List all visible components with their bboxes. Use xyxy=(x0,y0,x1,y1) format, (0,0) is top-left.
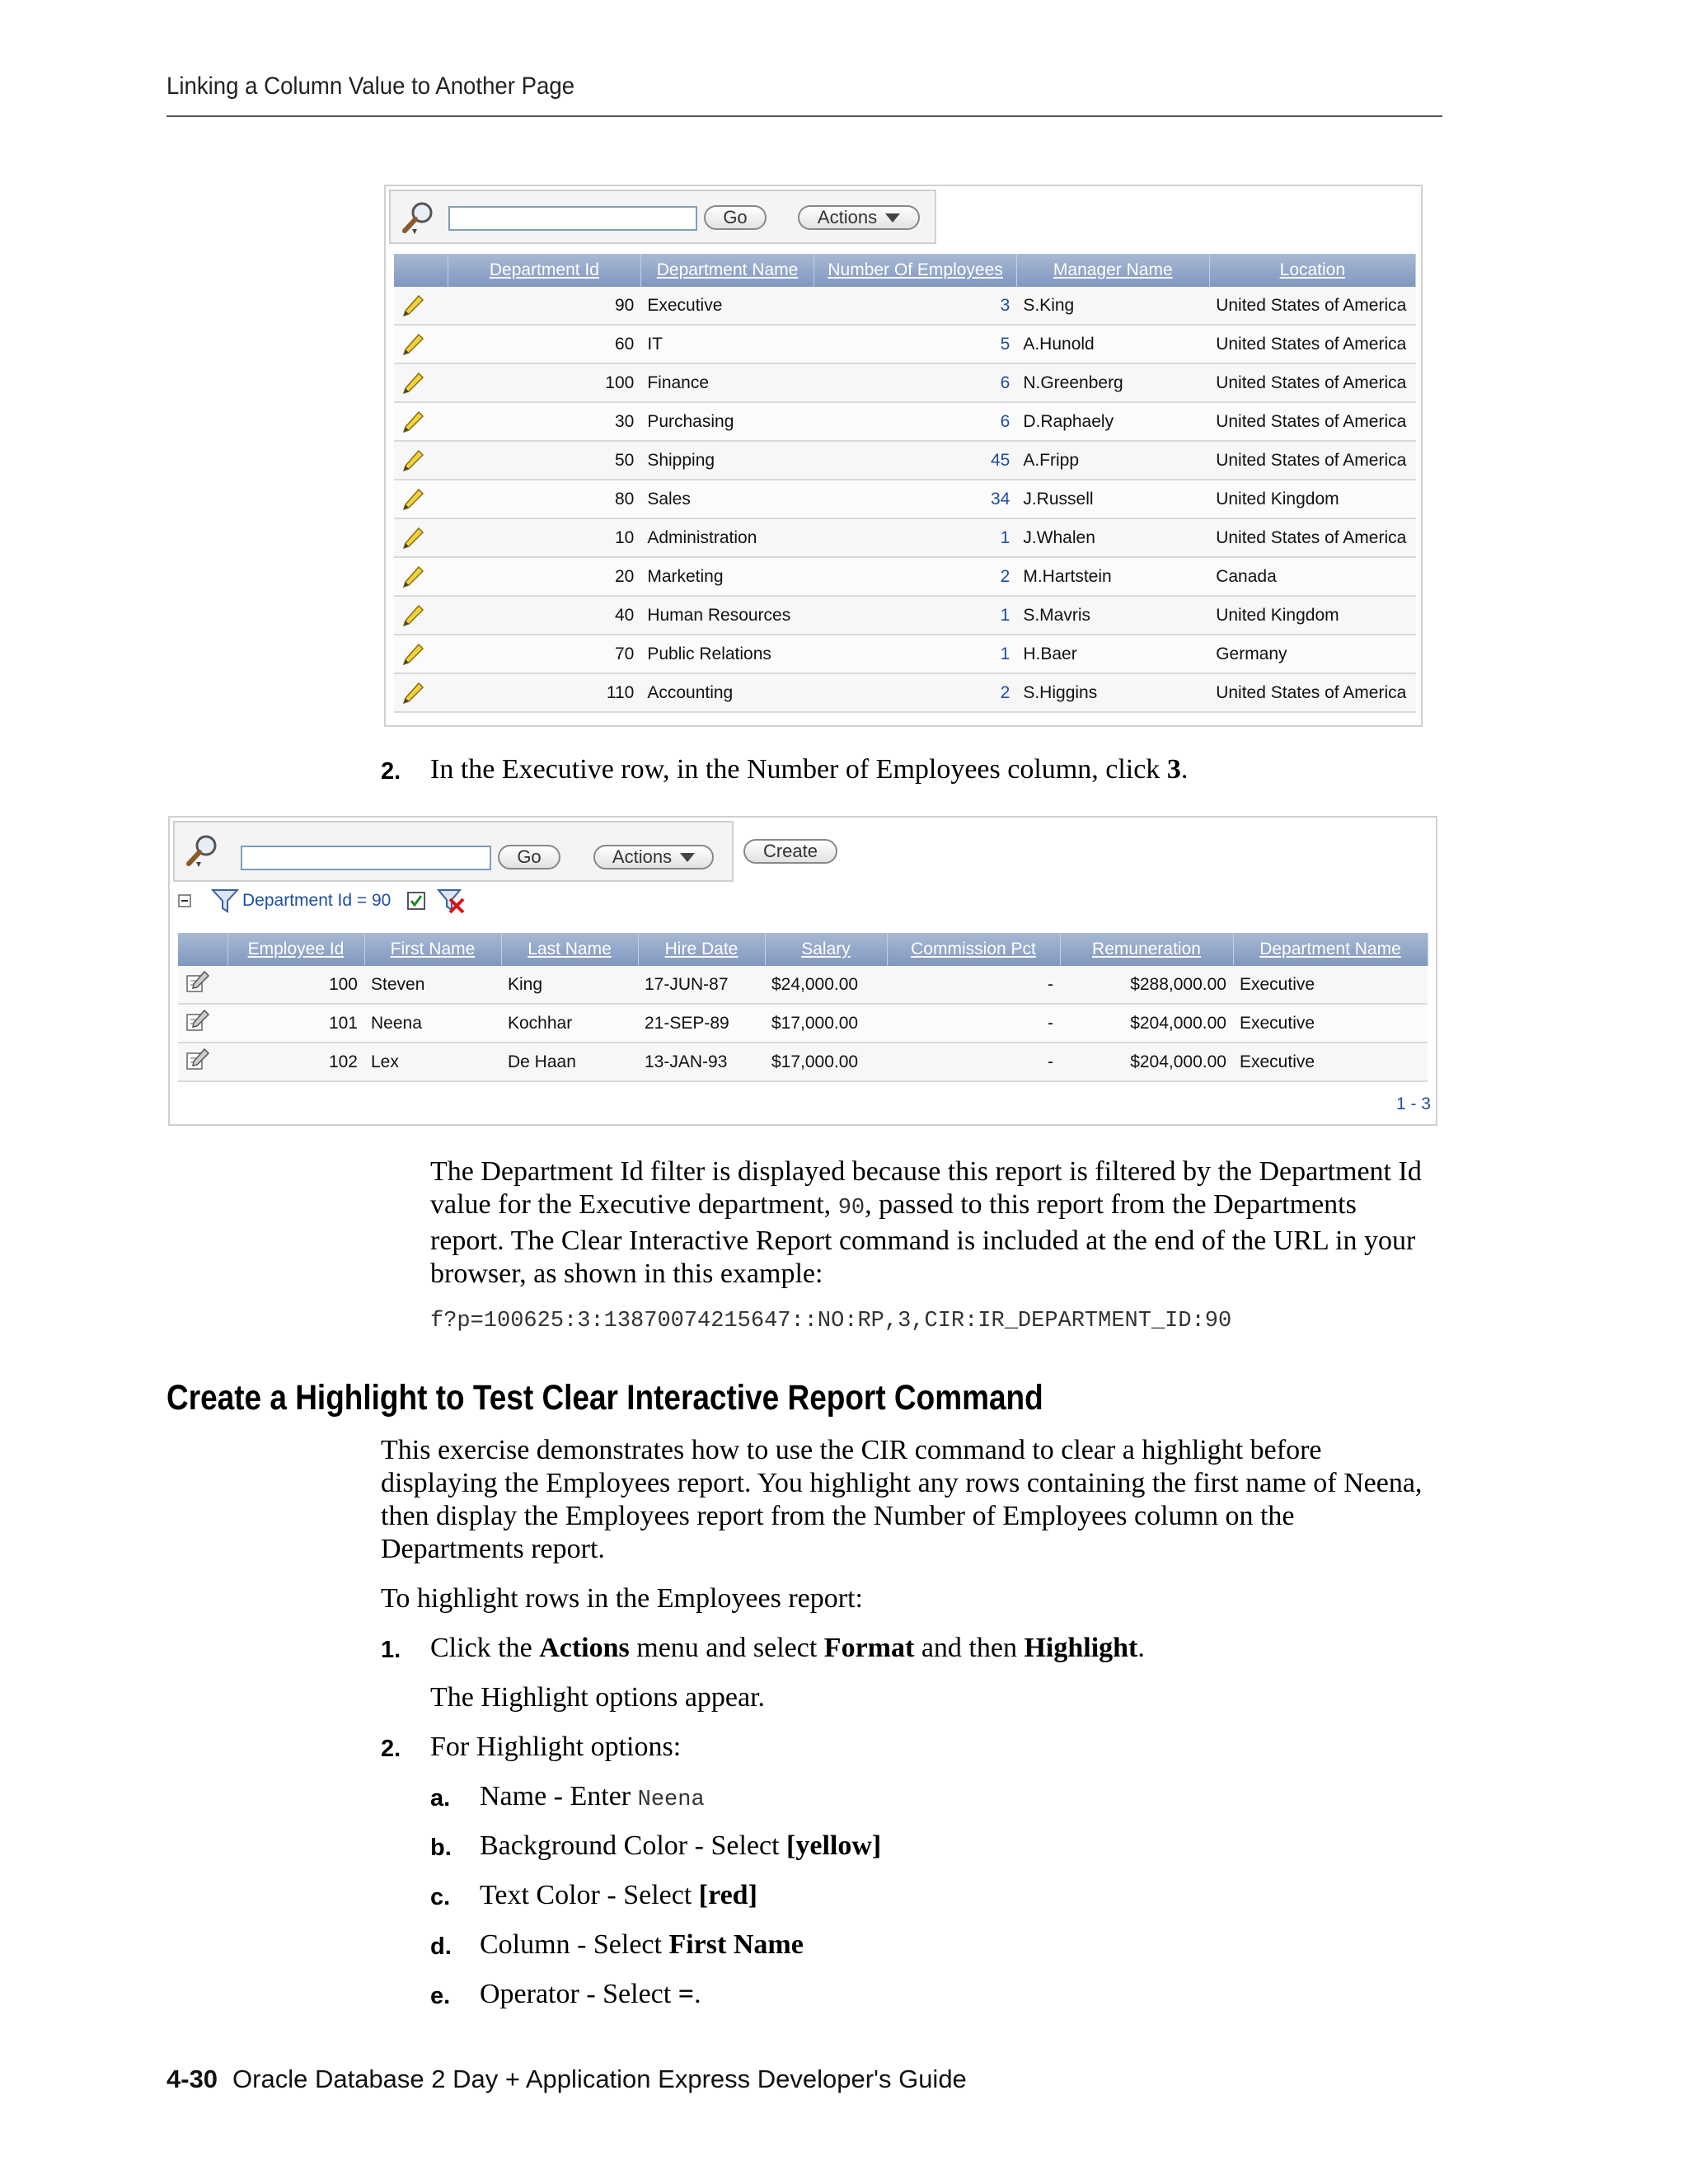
edit-pencil-icon[interactable] xyxy=(401,681,425,705)
cell-location: United States of America xyxy=(1209,363,1415,402)
cell-salary: $24,000.00 xyxy=(765,966,887,1004)
search-input[interactable] xyxy=(241,846,491,870)
substep-label: e. xyxy=(430,1983,451,2009)
cell-department-name: IT xyxy=(640,325,814,363)
cell-employee-id: 102 xyxy=(227,1043,364,1081)
cell-number-of-employees[interactable]: 34 xyxy=(814,480,1017,518)
edit-cell[interactable] xyxy=(394,325,448,363)
edit-record-icon[interactable] xyxy=(185,970,211,995)
search-icon[interactable] xyxy=(401,199,437,236)
step-number: 2. xyxy=(381,758,401,785)
cell-last-name: Kochhar xyxy=(501,1004,638,1043)
chevron-down-icon xyxy=(885,213,900,223)
actions-button[interactable] xyxy=(593,845,714,869)
cell-manager-name: A.Hunold xyxy=(1016,325,1209,363)
col-commission-pct[interactable]: Commission Pct xyxy=(887,933,1060,966)
table-row xyxy=(178,1043,1428,1081)
cell-hire-date: 13-JAN-93 xyxy=(638,1043,765,1081)
cell-remuneration: $288,000.00 xyxy=(1060,966,1233,1004)
edit-cell[interactable] xyxy=(394,287,448,325)
cell-department-name: Marketing xyxy=(640,557,814,596)
step-text: In the Executive row, in the Number of Employees column, click 3. xyxy=(430,754,1189,785)
cell-department-id: 60 xyxy=(448,325,640,363)
cell-location: United States of America xyxy=(1209,402,1415,441)
collapse-icon[interactable] xyxy=(178,894,191,907)
table-row xyxy=(394,287,1416,325)
col-remuneration[interactable]: Remuneration xyxy=(1060,933,1233,966)
substep-label: b. xyxy=(430,1835,452,1861)
cell-number-of-employees[interactable]: 2 xyxy=(814,557,1017,596)
substep-text: Operator - Select =. xyxy=(480,1979,701,2009)
cell-department-id: 90 xyxy=(448,287,640,325)
cell-department-name: Executive xyxy=(1233,1043,1428,1081)
edit-pencil-icon[interactable] xyxy=(401,371,425,396)
departments-report-screenshot xyxy=(384,185,1423,727)
cell-department-name: Human Resources xyxy=(640,596,814,635)
edit-column-header xyxy=(394,254,448,287)
cell-remuneration: $204,000.00 xyxy=(1060,1004,1233,1043)
cell-commission-pct: - xyxy=(887,1043,1060,1081)
cell-department-name: Finance xyxy=(640,363,814,402)
table-row xyxy=(178,966,1428,1004)
header-rule xyxy=(166,115,1442,117)
edit-cell[interactable] xyxy=(394,480,448,518)
edit-cell[interactable] xyxy=(394,402,448,441)
cell-manager-name: S.King xyxy=(1016,287,1209,325)
cell-number-of-employees[interactable]: 5 xyxy=(814,325,1017,363)
cell-last-name: De Haan xyxy=(501,1043,638,1081)
cell-department-id: 50 xyxy=(448,441,640,480)
substep-label: c. xyxy=(430,1884,451,1910)
table-row xyxy=(394,518,1416,557)
cell-manager-name: N.Greenberg xyxy=(1016,363,1209,402)
table-row xyxy=(394,325,1416,363)
employees-table xyxy=(178,933,1428,1082)
edit-cell[interactable] xyxy=(394,363,448,402)
cell-first-name: Neena xyxy=(364,1004,501,1043)
edit-cell[interactable] xyxy=(178,966,227,1004)
step-number: 2. xyxy=(381,1736,401,1762)
cell-number-of-employees[interactable]: 2 xyxy=(814,673,1017,712)
cell-salary: $17,000.00 xyxy=(765,1043,887,1081)
cell-number-of-employees[interactable]: 3 xyxy=(814,287,1017,325)
cell-manager-name: H.Baer xyxy=(1016,635,1209,673)
filter-funnel-icon xyxy=(211,888,239,914)
filter-label[interactable]: Department Id = 90 xyxy=(242,891,392,910)
substep-text: Background Color - Select [yellow] xyxy=(480,1830,882,1861)
edit-pencil-icon[interactable] xyxy=(401,487,425,512)
table-row xyxy=(394,635,1416,673)
cell-number-of-employees[interactable]: 6 xyxy=(814,363,1017,402)
cell-department-id: 100 xyxy=(448,363,640,402)
col-first-name[interactable]: First Name xyxy=(364,933,501,966)
cell-department-id: 110 xyxy=(448,673,640,712)
cell-number-of-employees[interactable]: 1 xyxy=(814,596,1017,635)
cell-salary: $17,000.00 xyxy=(765,1004,887,1043)
edit-cell[interactable] xyxy=(394,557,448,596)
edit-column-header xyxy=(178,933,227,966)
col-department-id[interactable]: Department Id xyxy=(448,254,640,287)
col-hire-date[interactable]: Hire Date xyxy=(638,933,765,966)
page-number: 4-30 xyxy=(166,2064,218,2093)
filter-row xyxy=(178,887,465,915)
edit-cell[interactable] xyxy=(178,1004,227,1043)
section-heading: Create a Highlight to Test Clear Interactive Report Command xyxy=(166,1378,1043,1418)
search-bar xyxy=(389,190,936,244)
go-button[interactable]: Go xyxy=(704,205,767,230)
col-department-name[interactable]: Department Name xyxy=(640,254,814,287)
cell-location: United States of America xyxy=(1209,441,1415,480)
edit-cell[interactable] xyxy=(394,518,448,557)
cell-first-name: Lex xyxy=(364,1043,501,1081)
cell-manager-name: J.Whalen xyxy=(1016,518,1209,557)
cell-department-id: 30 xyxy=(448,402,640,441)
edit-cell[interactable] xyxy=(394,673,448,712)
cell-manager-name: M.Hartstein xyxy=(1016,557,1209,596)
cell-location: United States of America xyxy=(1209,287,1415,325)
substep-label: a. xyxy=(430,1785,451,1811)
edit-record-icon[interactable] xyxy=(185,1009,211,1033)
actions-button[interactable] xyxy=(798,205,920,230)
cell-location: Canada xyxy=(1209,557,1415,596)
employees-report-screenshot xyxy=(168,816,1437,1126)
substep-label: d. xyxy=(430,1933,452,1960)
cell-department-id: 40 xyxy=(448,596,640,635)
cell-manager-name: S.Higgins xyxy=(1016,673,1209,712)
col-number-of-employees[interactable]: Number Of Employees xyxy=(814,254,1017,287)
departments-table xyxy=(394,254,1416,713)
filter-explanation: The Department Id filter is displayed because this report is filtered by the Department Id value for the Executive department, 90, passed to this report from the Departments report. The Clear Interactive Report command is included at the end of the URL in your browser, as shown in this example: xyxy=(430,1156,1422,1289)
table-row xyxy=(178,1004,1428,1043)
cell-number-of-employees[interactable]: 1 xyxy=(814,518,1017,557)
table-row xyxy=(394,441,1416,480)
edit-cell[interactable] xyxy=(394,596,448,635)
cell-location: Germany xyxy=(1209,635,1415,673)
substep-text: Name - Enter Neena xyxy=(480,1781,705,1812)
cell-department-name: Accounting xyxy=(640,673,814,712)
cell-manager-name: D.Raphaely xyxy=(1016,402,1209,441)
cell-department-name: Executive xyxy=(1233,966,1428,1004)
cell-department-name: Sales xyxy=(640,480,814,518)
book-title: Oracle Database 2 Day + Application Express Developer's Guide xyxy=(232,2064,967,2093)
col-employee-id[interactable]: Employee Id xyxy=(227,933,364,966)
search-input[interactable] xyxy=(448,206,697,231)
edit-cell[interactable] xyxy=(394,441,448,480)
col-last-name[interactable]: Last Name xyxy=(501,933,638,966)
cell-remuneration: $204,000.00 xyxy=(1060,1043,1233,1081)
cell-department-name: Shipping xyxy=(640,441,814,480)
col-manager-name[interactable]: Manager Name xyxy=(1016,254,1209,287)
cell-department-name: Administration xyxy=(640,518,814,557)
cell-commission-pct: - xyxy=(887,966,1060,1004)
table-row xyxy=(394,673,1416,712)
table-row xyxy=(394,596,1416,635)
step-text: For Highlight options: xyxy=(430,1732,682,1762)
intro-paragraph: This exercise demonstrates how to use the CIR command to clear a highlight before displaying the Employees report. You highlight any rows containing the first name of Neena, then display the Employees report from the Number of Employees column on the Departments report. xyxy=(381,1435,1423,1564)
actions-label: Actions xyxy=(612,846,673,867)
search-icon[interactable] xyxy=(185,832,221,869)
cell-location: United States of America xyxy=(1209,518,1415,557)
substep-text: Text Color - Select [red] xyxy=(480,1880,757,1910)
edit-record-icon[interactable] xyxy=(185,1047,211,1072)
cell-number-of-employees[interactable]: 45 xyxy=(814,441,1017,480)
step-text: Click the Actions menu and select Format and then Highlight. xyxy=(430,1633,1145,1663)
cell-location: United Kingdom xyxy=(1209,480,1415,518)
page-footer xyxy=(166,2064,967,2094)
edit-pencil-icon[interactable] xyxy=(401,448,425,473)
go-button[interactable]: Go xyxy=(498,845,560,869)
edit-cell[interactable] xyxy=(178,1043,227,1081)
col-salary[interactable]: Salary xyxy=(765,933,887,966)
create-button[interactable]: Create xyxy=(743,839,837,864)
cell-last-name: King xyxy=(501,966,638,1004)
edit-pencil-icon[interactable] xyxy=(401,332,425,357)
filter-enabled-checkbox-icon[interactable] xyxy=(407,892,425,910)
edit-pencil-icon[interactable] xyxy=(401,410,425,434)
table-row xyxy=(394,402,1416,441)
cell-location: United States of America xyxy=(1209,325,1415,363)
url-example: f?p=100625:3:13870074215647::NO:RP,3,CIR:IR_DEPARTMENT_ID:90 xyxy=(430,1309,1232,1333)
cell-first-name: Steven xyxy=(364,966,501,1004)
table-row xyxy=(394,480,1416,518)
cell-manager-name: J.Russell xyxy=(1016,480,1209,518)
cell-department-name: Executive xyxy=(1233,1004,1428,1043)
cell-number-of-employees[interactable]: 6 xyxy=(814,402,1017,441)
cell-manager-name: A.Fripp xyxy=(1016,441,1209,480)
edit-pencil-icon[interactable] xyxy=(401,526,425,551)
actions-label: Actions xyxy=(817,207,878,227)
edit-pencil-icon[interactable] xyxy=(401,565,425,589)
cell-department-name: Public Relations xyxy=(640,635,814,673)
chevron-down-icon xyxy=(680,853,695,862)
cell-commission-pct: - xyxy=(887,1004,1060,1043)
substep-text: Column - Select First Name xyxy=(480,1929,804,1960)
edit-pencil-icon[interactable] xyxy=(401,603,425,628)
col-location[interactable]: Location xyxy=(1209,254,1415,287)
table-row xyxy=(394,363,1416,402)
cell-department-id: 20 xyxy=(448,557,640,596)
cell-hire-date: 21-SEP-89 xyxy=(638,1004,765,1043)
procedure-intro: To highlight rows in the Employees report: xyxy=(381,1583,863,1614)
cell-number-of-employees[interactable]: 1 xyxy=(814,635,1017,673)
col-department-name[interactable]: Department Name xyxy=(1233,933,1428,966)
cell-location: United Kingdom xyxy=(1209,596,1415,635)
edit-pencil-icon[interactable] xyxy=(401,293,425,318)
cell-hire-date: 17-JUN-87 xyxy=(638,966,765,1004)
edit-pencil-icon[interactable] xyxy=(401,642,425,667)
cell-manager-name: S.Mavris xyxy=(1016,596,1209,635)
cell-department-id: 80 xyxy=(448,480,640,518)
search-bar xyxy=(173,821,734,882)
cell-employee-id: 100 xyxy=(227,966,364,1004)
running-head: Linking a Column Value to Another Page xyxy=(166,73,575,100)
step-number: 1. xyxy=(381,1637,401,1663)
remove-filter-icon[interactable] xyxy=(437,888,465,914)
step-result: The Highlight options appear. xyxy=(430,1682,766,1713)
cell-location: United States of America xyxy=(1209,673,1415,712)
pagination: 1 - 3 xyxy=(1395,1094,1431,1113)
cell-department-name: Purchasing xyxy=(640,402,814,441)
cell-employee-id: 101 xyxy=(227,1004,364,1043)
cell-department-id: 10 xyxy=(448,518,640,557)
cell-department-name: Executive xyxy=(640,287,814,325)
cell-department-id: 70 xyxy=(448,635,640,673)
table-row xyxy=(394,557,1416,596)
edit-cell[interactable] xyxy=(394,635,448,673)
